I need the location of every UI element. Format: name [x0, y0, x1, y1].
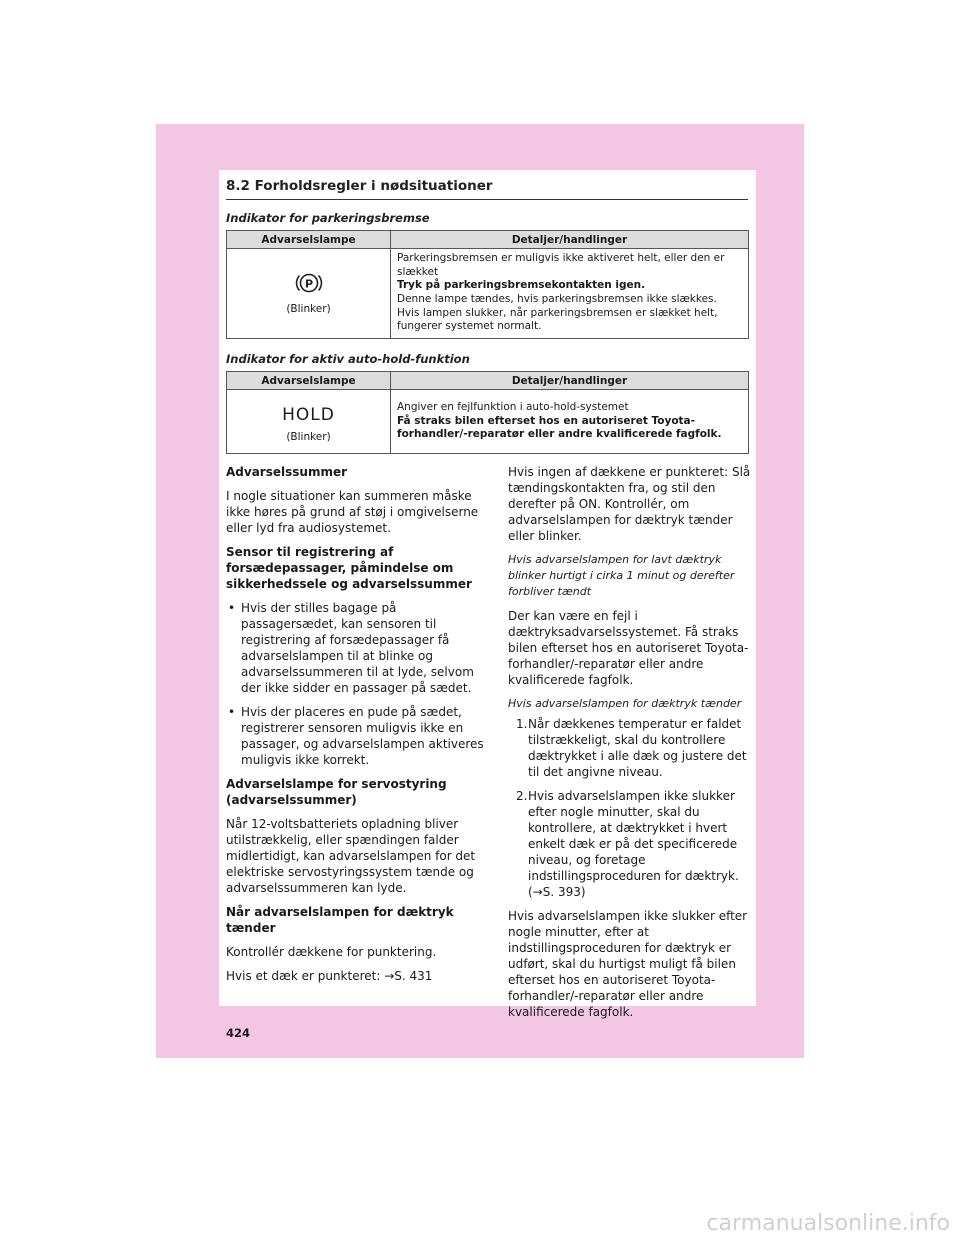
bullet-text: Hvis der placeres en pude på sædet, registrerer sensoren muligvis ikke en passager, og advarselslampen aktiveres muligvis ikke korrekt. — [241, 705, 484, 767]
heading-sensor: Sensor til registrering af forsædepassager, påmindelse om sikkerhedssele og advarselssummer — [226, 545, 472, 591]
para-no-puncture: Hvis ingen af dækkene er punkteret: Slå tændingskontakten fra, og stil den derefter på ON. Kontrollér, om advarselslampen for dæktryk tænder eller blinker. — [508, 465, 751, 543]
table2-col-lamp: Advarselslampe — [227, 372, 391, 390]
left-column — [226, 464, 484, 992]
page-number: 424 — [226, 1026, 251, 1040]
bullet-mark: • — [228, 705, 236, 719]
table1-col-detail: Detaljer/handlinger — [391, 231, 749, 249]
heading-summer: Advarselssummer — [226, 465, 348, 479]
list-number: 2. — [516, 789, 528, 803]
list-item — [226, 600, 484, 696]
table1-detail-4: Hvis lampen slukker, når parkeringsbremsen er slækket helt, fungerer systemet normalt. — [397, 306, 718, 333]
table2-lamp-cell — [227, 390, 391, 454]
table2-detail-1: Angiver en fejlfunktion i auto-hold-systemet — [397, 401, 629, 414]
right-column — [508, 464, 754, 1028]
page-margin-right — [756, 124, 804, 1058]
page-margin-left — [156, 124, 219, 1058]
list-number: 1. — [516, 717, 528, 731]
section-header: 8.2 Forholdsregler i nødsituationer — [226, 178, 748, 200]
para-summer: I nogle situationer kan summeren måske ikke høres på grund af støj i omgivelserne eller lyd fra audiosystemet. — [226, 489, 479, 535]
table2-col-detail: Detaljer/handlinger — [391, 372, 749, 390]
italic-heading-on: Hvis advarselslampen for dæktryk tænder — [508, 697, 742, 710]
table1-detail-3: Denne lampe tændes, hvis parkeringsbremsen ikke slækkes. — [397, 292, 717, 305]
bullet-mark: • — [228, 601, 236, 615]
list-item — [508, 788, 754, 900]
para-still-on: Hvis advarselslampen ikke slukker efter nogle minutter, efter at indstillingsproceduren for dæktryk er udført, skal du hurtigst muligt få bilen efterset hos en autoriseret Toyota-forhandler/-reparatør eller andre kvalificerede fagfolk. — [508, 909, 748, 1019]
table1-col-lamp: Advarselslampe — [227, 231, 391, 249]
para-servo: Når 12-voltsbatteriets opladning bliver utilstrækkelig, eller spændingen falder midlertidigt, kan advarselslampen for det elektriske servostyringssystem tænde og advarselssummeren kan lyde. — [226, 817, 476, 895]
table2-detail-2: Få straks bilen efterset hos en autoriseret Toyota-forhandler/-reparatør eller andre kvalificerede fagfolk. — [397, 414, 722, 441]
para-system-fault: Der kan være en fejl i dæktryksadvarselssystemet. Få straks bilen efterset hos en autoriseret Toyota-forhandler/-reparatør eller andre kvalificerede fagfolk. — [508, 609, 749, 687]
table1-detail-1: Parkeringsbremsen er muligvis ikke aktiveret helt, eller den er slækket — [397, 252, 725, 278]
heading-servo: Advarselslampe for servostyring (advarselssummer) — [226, 777, 447, 807]
table1-title: Indikator for parkeringsbremse — [226, 211, 430, 225]
svg-text:P: P — [304, 277, 313, 291]
list-text: Hvis advarselslampen ikke slukker efter nogle minutter, skal du kontrollere, at dæktrykket i hvert enkelt dæk er på det specificerede niveau, og foretage indstillingsproceduren for dæktryk. (→S. 393) — [528, 789, 739, 899]
table1-lamp-label: (Blinker) — [286, 303, 331, 315]
heading-tire-pressure: Når advarselslampen for dæktryk tænder — [226, 905, 454, 935]
parking-brake-icon — [295, 272, 323, 294]
list-item — [508, 716, 754, 780]
para-tire-2: Hvis et dæk er punkteret: →S. 431 — [226, 969, 433, 983]
table2-title: Indikator for aktiv auto-hold-funktion — [226, 352, 470, 366]
list-item — [226, 704, 484, 768]
table1-detail-2: Tryk på parkeringsbremsekontakten igen. — [397, 279, 646, 292]
parking-brake-table — [226, 230, 749, 339]
list-text: Når dækkenes temperatur er faldet tilstrækkeligt, skal du kontrollere dæktrykket i alle dæk og justere det til det angivne niveau. — [528, 717, 747, 779]
auto-hold-table — [226, 371, 749, 454]
page-margin-top — [156, 124, 804, 170]
watermark: carmanualsonline.info — [706, 1211, 950, 1236]
para-tire-1: Kontrollér dækkene for punktering. — [226, 945, 437, 959]
table2-lamp-label: (Blinker) — [286, 430, 331, 443]
hold-icon: HOLD — [282, 404, 335, 425]
bullet-text: Hvis der stilles bagage på passagersædet, kan sensoren til registrering af forsædepassager få advarselslampen til at blinke og advarselssummeren til at lyde, selvom der ikke sidder en passager på sædet. — [241, 601, 474, 695]
italic-heading-blink: Hvis advarselslampen for lavt dæktryk blinker hurtigt i cirka 1 minut og derefter forbliver tændt — [508, 553, 735, 598]
table2-detail-cell — [391, 390, 749, 454]
table1-detail-cell — [391, 249, 749, 339]
table1-lamp-cell — [227, 249, 391, 339]
